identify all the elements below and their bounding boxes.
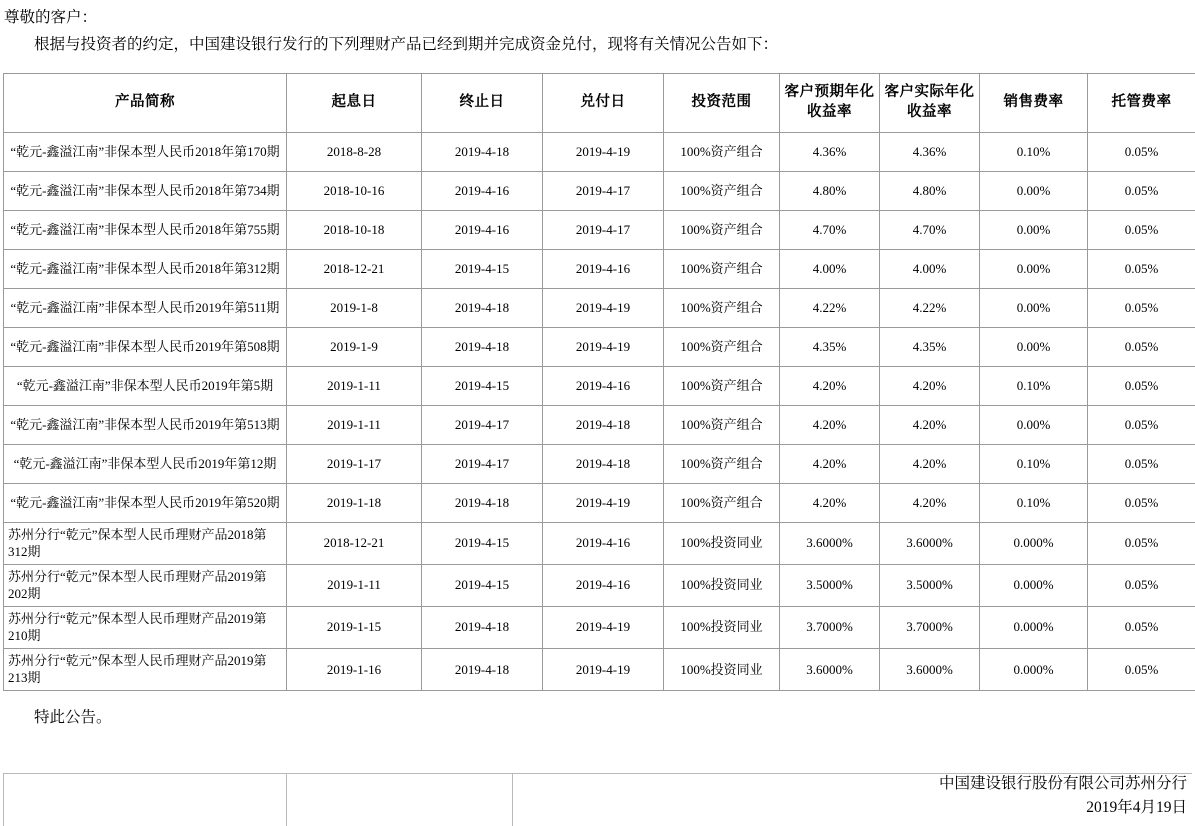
table-row bbox=[4, 564, 1195, 606]
cell-product: “乾元-鑫溢江南”非保本型人民币2018年第734期 bbox=[4, 171, 287, 210]
cell-custody-fee: 0.05% bbox=[1088, 249, 1195, 288]
table-header-row bbox=[4, 73, 1195, 132]
cell-sales-fee: 0.000% bbox=[980, 648, 1088, 690]
column-header-end-date: 终止日 bbox=[422, 73, 543, 132]
cell-sales-fee: 0.00% bbox=[980, 327, 1088, 366]
table-row bbox=[4, 405, 1195, 444]
table-row bbox=[4, 606, 1195, 648]
cell-end-date: 2019-4-17 bbox=[422, 444, 543, 483]
column-header-payout-date: 兑付日 bbox=[543, 73, 664, 132]
table-row bbox=[4, 366, 1195, 405]
table-row bbox=[4, 648, 1195, 690]
cell-product: 苏州分行“乾元”保本型人民币理财产品2019第202期 bbox=[4, 564, 287, 606]
cell-expected-rate: 4.20% bbox=[780, 444, 880, 483]
cell-sales-fee: 0.000% bbox=[980, 564, 1088, 606]
cell-sales-fee: 0.10% bbox=[980, 132, 1088, 171]
cell-actual-rate: 3.6000% bbox=[880, 648, 980, 690]
cell-custody-fee: 0.05% bbox=[1088, 522, 1195, 564]
cell-start-date: 2018-12-21 bbox=[287, 249, 422, 288]
cell-end-date: 2019-4-18 bbox=[422, 288, 543, 327]
column-header-product: 产品简称 bbox=[4, 73, 287, 132]
cell-scope: 100%投资同业 bbox=[664, 606, 780, 648]
cell-product: “乾元-鑫溢江南”非保本型人民币2019年第12期 bbox=[4, 444, 287, 483]
table-row bbox=[4, 132, 1195, 171]
cell-custody-fee: 0.05% bbox=[1088, 564, 1195, 606]
cell-actual-rate: 4.22% bbox=[880, 288, 980, 327]
cell-expected-rate: 3.6000% bbox=[780, 648, 880, 690]
cell-end-date: 2019-4-18 bbox=[422, 483, 543, 522]
column-header-custody-fee: 托管费率 bbox=[1088, 73, 1195, 132]
cell-expected-rate: 4.22% bbox=[780, 288, 880, 327]
cell-sales-fee: 0.000% bbox=[980, 522, 1088, 564]
cell-payout-date: 2019-4-16 bbox=[543, 366, 664, 405]
cell-end-date: 2019-4-18 bbox=[422, 132, 543, 171]
cell-end-date: 2019-4-15 bbox=[422, 249, 543, 288]
cell-product: “乾元-鑫溢江南”非保本型人民币2019年第5期 bbox=[4, 366, 287, 405]
cell-start-date: 2019-1-8 bbox=[287, 288, 422, 327]
cell-custody-fee: 0.05% bbox=[1088, 288, 1195, 327]
cell-actual-rate: 3.5000% bbox=[880, 564, 980, 606]
cell-product: 苏州分行“乾元”保本型人民币理财产品2019第213期 bbox=[4, 648, 287, 690]
cell-start-date: 2019-1-11 bbox=[287, 405, 422, 444]
cell-sales-fee: 0.10% bbox=[980, 444, 1088, 483]
table-row bbox=[4, 171, 1195, 210]
cell-actual-rate: 4.20% bbox=[880, 483, 980, 522]
table-row bbox=[4, 444, 1195, 483]
cell-product: “乾元-鑫溢江南”非保本型人民币2018年第170期 bbox=[4, 132, 287, 171]
cell-payout-date: 2019-4-19 bbox=[543, 606, 664, 648]
cell-scope: 100%资产组合 bbox=[664, 210, 780, 249]
signature-date: 2019年4月19日 bbox=[1086, 798, 1187, 816]
cell-start-date: 2018-10-18 bbox=[287, 210, 422, 249]
table-body bbox=[4, 132, 1195, 690]
cell-end-date: 2019-4-18 bbox=[422, 648, 543, 690]
column-header-actual-rate: 客户实际年化收益率 bbox=[880, 73, 980, 132]
table-header bbox=[4, 73, 1195, 132]
cell-start-date: 2019-1-11 bbox=[287, 366, 422, 405]
footer-rule-left bbox=[3, 774, 4, 826]
cell-custody-fee: 0.05% bbox=[1088, 327, 1195, 366]
table-row bbox=[4, 483, 1195, 522]
cell-product: “乾元-鑫溢江南”非保本型人民币2019年第520期 bbox=[4, 483, 287, 522]
cell-actual-rate: 4.20% bbox=[880, 444, 980, 483]
cell-product: 苏州分行“乾元”保本型人民币理财产品2018第312期 bbox=[4, 522, 287, 564]
cell-end-date: 2019-4-16 bbox=[422, 210, 543, 249]
cell-actual-rate: 4.80% bbox=[880, 171, 980, 210]
column-header-expected-rate: 客户预期年化收益率 bbox=[780, 73, 880, 132]
cell-payout-date: 2019-4-19 bbox=[543, 288, 664, 327]
cell-payout-date: 2019-4-19 bbox=[543, 132, 664, 171]
cell-expected-rate: 3.6000% bbox=[780, 522, 880, 564]
cell-end-date: 2019-4-18 bbox=[422, 606, 543, 648]
table-row bbox=[4, 249, 1195, 288]
cell-actual-rate: 3.6000% bbox=[880, 522, 980, 564]
cell-payout-date: 2019-4-17 bbox=[543, 171, 664, 210]
cell-product: “乾元-鑫溢江南”非保本型人民币2019年第508期 bbox=[4, 327, 287, 366]
cell-custody-fee: 0.05% bbox=[1088, 366, 1195, 405]
cell-start-date: 2019-1-18 bbox=[287, 483, 422, 522]
cell-start-date: 2018-12-21 bbox=[287, 522, 422, 564]
cell-product: “乾元-鑫溢江南”非保本型人民币2019年第513期 bbox=[4, 405, 287, 444]
cell-end-date: 2019-4-17 bbox=[422, 405, 543, 444]
cell-payout-date: 2019-4-18 bbox=[543, 444, 664, 483]
table-row bbox=[4, 210, 1195, 249]
cell-payout-date: 2019-4-19 bbox=[543, 648, 664, 690]
cell-custody-fee: 0.05% bbox=[1088, 171, 1195, 210]
footer-rule-mid bbox=[286, 774, 287, 826]
cell-expected-rate: 4.20% bbox=[780, 405, 880, 444]
cell-actual-rate: 4.00% bbox=[880, 249, 980, 288]
footer-rule-right bbox=[512, 774, 513, 826]
cell-custody-fee: 0.05% bbox=[1088, 444, 1195, 483]
cell-expected-rate: 4.35% bbox=[780, 327, 880, 366]
cell-product: 苏州分行“乾元”保本型人民币理财产品2019第210期 bbox=[4, 606, 287, 648]
cell-scope: 100%资产组合 bbox=[664, 444, 780, 483]
cell-custody-fee: 0.05% bbox=[1088, 132, 1195, 171]
cell-product: “乾元-鑫溢江南”非保本型人民币2018年第755期 bbox=[4, 210, 287, 249]
products-table bbox=[3, 73, 1195, 691]
cell-start-date: 2018-8-28 bbox=[287, 132, 422, 171]
cell-sales-fee: 0.00% bbox=[980, 405, 1088, 444]
column-header-scope: 投资范围 bbox=[664, 73, 780, 132]
column-header-sales-fee: 销售费率 bbox=[980, 73, 1088, 132]
cell-sales-fee: 0.00% bbox=[980, 171, 1088, 210]
signature-line: 中国建设银行股份有限公司苏州分行 bbox=[938, 774, 1187, 792]
cell-scope: 100%投资同业 bbox=[664, 648, 780, 690]
cell-custody-fee: 0.05% bbox=[1088, 648, 1195, 690]
cell-expected-rate: 3.5000% bbox=[780, 564, 880, 606]
cell-sales-fee: 0.10% bbox=[980, 366, 1088, 405]
cell-scope: 100%资产组合 bbox=[664, 288, 780, 327]
cell-expected-rate: 4.20% bbox=[780, 483, 880, 522]
cell-payout-date: 2019-4-18 bbox=[543, 405, 664, 444]
cell-actual-rate: 4.20% bbox=[880, 366, 980, 405]
cell-actual-rate: 3.7000% bbox=[880, 606, 980, 648]
cell-scope: 100%资产组合 bbox=[664, 483, 780, 522]
cell-scope: 100%资产组合 bbox=[664, 405, 780, 444]
closing-statement: 特此公告。 bbox=[34, 708, 112, 726]
cell-scope: 100%资产组合 bbox=[664, 132, 780, 171]
cell-start-date: 2019-1-16 bbox=[287, 648, 422, 690]
cell-payout-date: 2019-4-17 bbox=[543, 210, 664, 249]
cell-actual-rate: 4.35% bbox=[880, 327, 980, 366]
cell-end-date: 2019-4-18 bbox=[422, 327, 543, 366]
cell-custody-fee: 0.05% bbox=[1088, 405, 1195, 444]
cell-product: “乾元-鑫溢江南”非保本型人民币2019年第511期 bbox=[4, 288, 287, 327]
cell-end-date: 2019-4-15 bbox=[422, 564, 543, 606]
cell-sales-fee: 0.00% bbox=[980, 210, 1088, 249]
cell-custody-fee: 0.05% bbox=[1088, 606, 1195, 648]
cell-product: “乾元-鑫溢江南”非保本型人民币2018年第312期 bbox=[4, 249, 287, 288]
cell-end-date: 2019-4-16 bbox=[422, 171, 543, 210]
cell-actual-rate: 4.70% bbox=[880, 210, 980, 249]
cell-end-date: 2019-4-15 bbox=[422, 366, 543, 405]
cell-payout-date: 2019-4-16 bbox=[543, 522, 664, 564]
salutation: 尊敬的客户： bbox=[4, 9, 98, 26]
cell-start-date: 2019-1-9 bbox=[287, 327, 422, 366]
cell-start-date: 2019-1-17 bbox=[287, 444, 422, 483]
table-row bbox=[4, 288, 1195, 327]
cell-start-date: 2019-1-11 bbox=[287, 564, 422, 606]
cell-scope: 100%投资同业 bbox=[664, 564, 780, 606]
cell-expected-rate: 4.70% bbox=[780, 210, 880, 249]
cell-custody-fee: 0.05% bbox=[1088, 483, 1195, 522]
table-row bbox=[4, 522, 1195, 564]
cell-custody-fee: 0.05% bbox=[1088, 210, 1195, 249]
footer-block bbox=[939, 772, 1187, 820]
table-row bbox=[4, 327, 1195, 366]
cell-sales-fee: 0.00% bbox=[980, 288, 1088, 327]
cell-sales-fee: 0.10% bbox=[980, 483, 1088, 522]
cell-scope: 100%资产组合 bbox=[664, 366, 780, 405]
cell-expected-rate: 4.80% bbox=[780, 171, 880, 210]
cell-actual-rate: 4.36% bbox=[880, 132, 980, 171]
cell-payout-date: 2019-4-19 bbox=[543, 483, 664, 522]
cell-sales-fee: 0.00% bbox=[980, 249, 1088, 288]
cell-sales-fee: 0.000% bbox=[980, 606, 1088, 648]
intro-paragraph: 根据与投资者的约定，中国建设银行发行的下列理财产品已经到期并完成资金兑付，现将有关情况公告如下： bbox=[34, 36, 779, 54]
cell-payout-date: 2019-4-19 bbox=[543, 327, 664, 366]
cell-scope: 100%资产组合 bbox=[664, 327, 780, 366]
column-header-start-date: 起息日 bbox=[287, 73, 422, 132]
cell-expected-rate: 4.00% bbox=[780, 249, 880, 288]
cell-expected-rate: 4.36% bbox=[780, 132, 880, 171]
cell-end-date: 2019-4-15 bbox=[422, 522, 543, 564]
cell-start-date: 2018-10-16 bbox=[287, 171, 422, 210]
cell-expected-rate: 4.20% bbox=[780, 366, 880, 405]
cell-scope: 100%投资同业 bbox=[664, 522, 780, 564]
cell-scope: 100%资产组合 bbox=[664, 171, 780, 210]
cell-start-date: 2019-1-15 bbox=[287, 606, 422, 648]
cell-expected-rate: 3.7000% bbox=[780, 606, 880, 648]
cell-payout-date: 2019-4-16 bbox=[543, 564, 664, 606]
cell-payout-date: 2019-4-16 bbox=[543, 249, 664, 288]
cell-actual-rate: 4.20% bbox=[880, 405, 980, 444]
cell-scope: 100%资产组合 bbox=[664, 249, 780, 288]
